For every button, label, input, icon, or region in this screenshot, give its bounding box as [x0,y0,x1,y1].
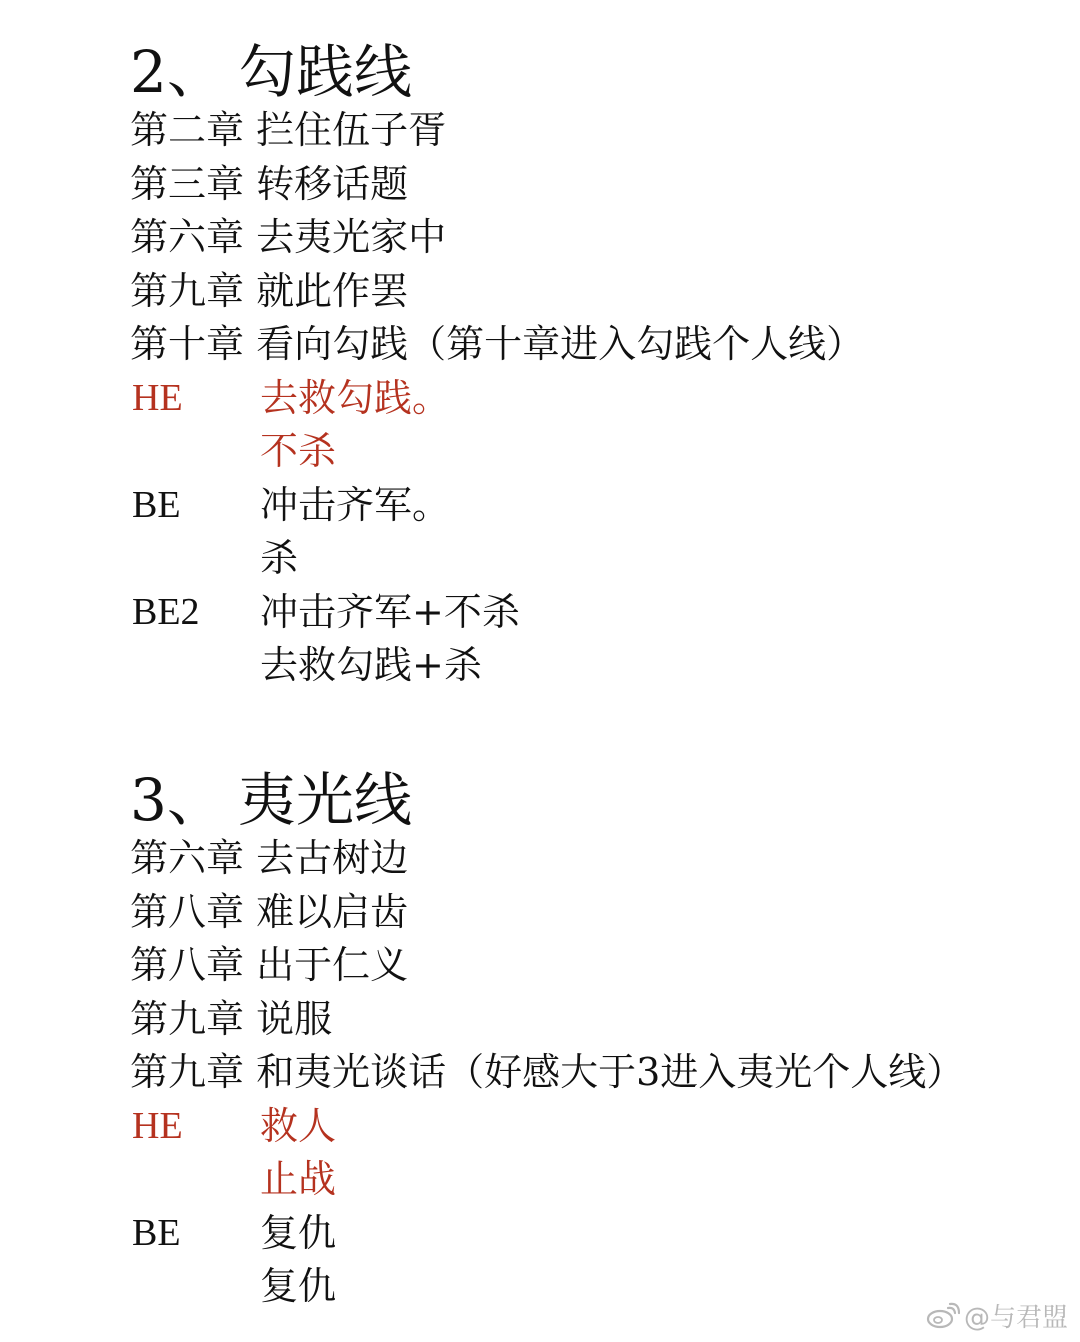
ending-choice: 复仇 [260,1264,337,1308]
step-choice: 和夷光谈话（好感大于3进入夷光个人线） [256,1050,965,1094]
step-row [130,211,864,265]
weibo-icon [926,1302,960,1330]
ending-row-he-cont [130,425,864,479]
step-row [130,832,964,886]
step-choice: 拦住伍子胥 [256,108,447,152]
ending-row-he [130,1100,964,1154]
section-title-text: 夷光线 [238,766,413,834]
weibo-watermark [926,1297,1068,1334]
ending-choice: 去救勾践+杀 [260,643,482,687]
ending-list [130,372,864,693]
section-title [130,768,964,832]
watermark-text: @与君盟 [963,1303,1068,1333]
step-row [130,886,964,940]
ending-row-be-cont [130,1260,964,1314]
ending-tag: BE [132,1211,181,1254]
ending-row-be [130,1207,964,1261]
section-goujian-route [130,40,864,693]
step-row [130,939,964,993]
ending-tag: HE [132,1104,183,1147]
step-chapter: 第十章 [130,322,245,366]
ending-choice: 去救勾践。 [260,375,451,420]
section-yiguang-route [130,768,964,1314]
step-row [130,104,864,158]
ending-list [130,1100,964,1314]
step-chapter: 第九章 [130,996,245,1041]
step-chapter: 第六章 [130,836,245,880]
step-choice: 难以启齿 [256,889,409,934]
ending-row-he-cont [130,1153,964,1207]
ending-choice: 不杀 [260,429,337,473]
step-chapter: 第八章 [130,889,245,934]
step-choice: 去夷光家中 [256,215,447,259]
ending-row-be [130,479,864,533]
step-row [130,158,864,212]
section-title [130,40,864,104]
step-list [130,104,864,372]
step-chapter: 第八章 [130,943,245,987]
step-row [130,265,864,319]
ending-choice: 冲击齐军+不杀 [260,589,520,634]
step-row [130,1046,964,1100]
section-number: 3、 [130,766,225,834]
ending-tag: BE2 [132,590,200,633]
section-title-text: 勾践线 [238,38,413,106]
ending-row-he [130,372,864,426]
section-number: 2、 [130,38,225,106]
ending-row-be2-cont [130,639,864,693]
ending-row-be2 [130,586,864,640]
ending-choice: 复仇 [260,1210,337,1255]
ending-choice: 冲击齐军。 [260,482,451,527]
ending-choice: 救人 [260,1103,337,1148]
step-row [130,993,964,1047]
step-choice: 说服 [256,996,333,1041]
step-row [130,318,864,372]
step-list [130,832,964,1100]
ending-choice: 止战 [260,1157,337,1201]
step-choice: 去古树边 [256,836,409,880]
step-chapter: 第六章 [130,215,245,259]
step-choice: 看向勾践（第十章进入勾践个人线） [256,322,865,366]
step-chapter: 第二章 [130,108,245,152]
step-choice: 出于仁义 [256,943,409,987]
step-choice: 就此作罢 [256,268,409,313]
ending-choice: 杀 [260,536,299,580]
ending-tag: HE [132,376,183,419]
step-choice: 转移话题 [256,161,409,206]
ending-row-be-cont [130,532,864,586]
step-chapter: 第九章 [130,1050,245,1094]
step-chapter: 第九章 [130,268,245,313]
step-chapter: 第三章 [130,161,245,206]
ending-tag: BE [132,483,181,526]
